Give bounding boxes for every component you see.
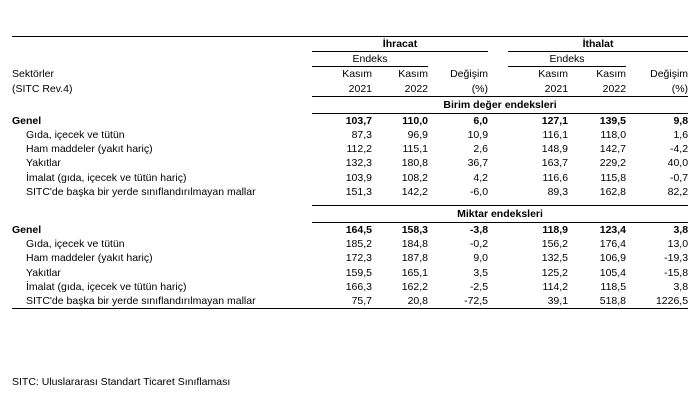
export-degisim-cell: -3,8 bbox=[469, 223, 489, 236]
import-degisim-cell: -19,3 bbox=[664, 252, 689, 265]
export-degisim-cell: 3,5 bbox=[473, 266, 489, 279]
export-degisim-cell: 36,7 bbox=[467, 157, 489, 170]
import-group-header: İthalat bbox=[508, 37, 688, 52]
export-kasim-2022-cell: 96,9 bbox=[407, 129, 428, 142]
import-kasim-2021-cell: 89,3 bbox=[547, 185, 569, 198]
import-kasim-2022-cell: 123,4 bbox=[599, 223, 627, 236]
import-degisim-cell: 1,6 bbox=[673, 129, 689, 142]
header-row-endeks bbox=[12, 52, 688, 67]
import-kasim-2021-cell: 116,1 bbox=[542, 129, 569, 142]
row-label: SITC'de başka bir yerde sınıflandırılmayan mallar bbox=[12, 294, 312, 309]
table-row bbox=[12, 128, 688, 142]
import-kasim-2021-cell: 163,7 bbox=[541, 157, 569, 170]
export-kasim-2021-cell: 103,7 bbox=[345, 114, 372, 127]
table-row bbox=[12, 171, 688, 185]
table-row bbox=[12, 156, 688, 170]
import-kasim-2022-cell: 176,4 bbox=[599, 238, 627, 251]
import-kasim-2022-header: Kasım bbox=[596, 68, 627, 81]
export-kasim-2021-cell: 164,5 bbox=[345, 223, 372, 236]
export-degisim-header: Değişim bbox=[450, 68, 489, 81]
export-kasim-2022-cell: 162,2 bbox=[401, 280, 428, 293]
export-kasim-2021-cell: 75,7 bbox=[312, 294, 372, 309]
export-year-2022: 2022 bbox=[404, 82, 428, 95]
import-kasim-2022-cell: 106,9 bbox=[599, 252, 627, 265]
import-kasim-2021-cell: 148,9 bbox=[541, 143, 569, 156]
export-degisim-cell: 6,0 bbox=[473, 114, 489, 127]
export-year-2021: 2021 bbox=[348, 82, 372, 95]
row-label: Yakıtlar bbox=[26, 157, 61, 170]
export-kasim-2022-cell: 108,2 bbox=[401, 171, 428, 184]
row-label: Yakıtlar bbox=[26, 266, 61, 279]
table-row bbox=[12, 237, 688, 251]
export-endeks-header: Endeks bbox=[312, 52, 428, 67]
row-label: Genel bbox=[12, 114, 42, 127]
import-percent-label: (%) bbox=[671, 82, 689, 95]
import-kasim-2021-cell: 116,6 bbox=[542, 171, 569, 184]
import-kasim-2022-cell: 118,0 bbox=[600, 129, 627, 142]
export-kasim-2022-cell: 110,0 bbox=[402, 114, 428, 127]
export-group-header: İhracat bbox=[312, 37, 488, 52]
table-row bbox=[12, 251, 688, 265]
export-kasim-2022-cell: 180,8 bbox=[401, 157, 428, 170]
import-kasim-2022-cell: 518,8 bbox=[568, 294, 626, 309]
export-kasim-2021-cell: 103,9 bbox=[345, 171, 372, 184]
import-kasim-2021-header: Kasım bbox=[538, 68, 569, 81]
table-row bbox=[12, 142, 688, 156]
export-degisim-cell: -6,0 bbox=[469, 185, 489, 198]
export-degisim-cell: 2,6 bbox=[473, 143, 489, 156]
import-kasim-2021-cell: 39,1 bbox=[508, 294, 568, 309]
sector-column-header: Sektörler bbox=[12, 68, 55, 81]
export-kasim-2021-cell: 132,3 bbox=[345, 157, 372, 170]
import-kasim-2022-cell: 162,8 bbox=[599, 185, 627, 198]
import-degisim-cell: 3,8 bbox=[673, 280, 689, 293]
export-kasim-2022-cell: 142,2 bbox=[401, 185, 428, 198]
export-kasim-2021-cell: 159,5 bbox=[345, 266, 372, 279]
export-kasim-2021-cell: 87,3 bbox=[351, 129, 372, 142]
footnote: SITC: Uluslararası Standart Ticaret Sınıflaması bbox=[12, 376, 231, 388]
import-degisim-cell: 3,8 bbox=[673, 223, 689, 236]
export-kasim-2021-cell: 151,3 bbox=[345, 185, 372, 198]
export-kasim-2021-cell: 166,3 bbox=[345, 280, 372, 293]
export-degisim-cell: 9,0 bbox=[473, 252, 489, 265]
export-percent-label: (%) bbox=[471, 82, 489, 95]
trade-index-table-container bbox=[12, 36, 688, 309]
export-kasim-2021-cell: 185,2 bbox=[345, 238, 372, 251]
import-kasim-2022-cell: 229,2 bbox=[599, 157, 627, 170]
row-label: İmalat (gıda, içecek ve tütün hariç) bbox=[26, 280, 187, 293]
export-degisim-cell: -2,5 bbox=[469, 280, 489, 293]
import-degisim-cell: 13,0 bbox=[667, 238, 689, 251]
section-title-row bbox=[12, 205, 688, 222]
import-year-2022: 2022 bbox=[602, 82, 627, 95]
export-degisim-cell: 4,2 bbox=[473, 171, 489, 184]
export-degisim-cell: -0,2 bbox=[469, 238, 489, 251]
import-degisim-cell: -0,7 bbox=[669, 171, 689, 184]
header-row-groups bbox=[12, 37, 688, 52]
row-label: Gıda, içecek ve tütün bbox=[26, 129, 125, 142]
import-kasim-2021-cell: 114,2 bbox=[542, 280, 569, 293]
import-kasim-2021-cell: 132,5 bbox=[541, 252, 569, 265]
sitc-rev-label: (SITC Rev.4) bbox=[12, 82, 73, 95]
import-degisim-cell: -15,8 bbox=[664, 266, 689, 279]
section-title: Birim değer endeksleri bbox=[312, 96, 688, 113]
export-kasim-2021-header: Kasım bbox=[342, 68, 372, 81]
import-kasim-2022-cell: 118,5 bbox=[600, 280, 627, 293]
import-year-2021: 2021 bbox=[544, 82, 569, 95]
import-degisim-cell: 40,0 bbox=[667, 157, 689, 170]
header-row-kasim bbox=[12, 67, 688, 82]
import-kasim-2021-cell: 127,1 bbox=[541, 114, 569, 127]
row-label: İmalat (gıda, içecek ve tütün hariç) bbox=[26, 171, 187, 184]
table-row bbox=[12, 280, 688, 294]
export-kasim-2022-cell: 20,8 bbox=[372, 294, 428, 309]
export-kasim-2022-cell: 184,8 bbox=[401, 238, 428, 251]
trade-index-table bbox=[12, 36, 688, 309]
export-degisim-cell: -72,5 bbox=[428, 294, 488, 309]
import-kasim-2022-cell: 139,5 bbox=[599, 114, 627, 127]
table-row bbox=[12, 222, 688, 237]
import-kasim-2021-cell: 118,9 bbox=[542, 223, 569, 236]
import-degisim-cell: 9,8 bbox=[673, 114, 689, 127]
row-label: SITC'de başka bir yerde sınıflandırılmayan mallar bbox=[26, 185, 256, 198]
import-kasim-2021-cell: 125,2 bbox=[541, 266, 569, 279]
export-kasim-2022-cell: 115,1 bbox=[402, 143, 428, 156]
row-label: Gıda, içecek ve tütün bbox=[26, 238, 125, 251]
export-kasim-2021-cell: 172,3 bbox=[345, 252, 372, 265]
import-kasim-2022-cell: 115,8 bbox=[600, 171, 627, 184]
import-endeks-header: Endeks bbox=[508, 52, 626, 67]
section-title: Miktar endeksleri bbox=[312, 205, 688, 222]
import-kasim-2022-cell: 142,7 bbox=[599, 143, 627, 156]
import-kasim-2022-cell: 105,4 bbox=[599, 266, 627, 279]
import-degisim-cell: 1226,5 bbox=[626, 294, 688, 309]
import-kasim-2021-cell: 156,2 bbox=[541, 238, 569, 251]
section-title-row bbox=[12, 96, 688, 113]
row-label: Genel bbox=[12, 223, 42, 236]
table-row bbox=[12, 113, 688, 128]
export-kasim-2022-cell: 187,8 bbox=[401, 252, 428, 265]
import-degisim-cell: 82,2 bbox=[667, 185, 689, 198]
export-degisim-cell: 10,9 bbox=[467, 129, 489, 142]
row-label: Ham maddeler (yakıt hariç) bbox=[26, 143, 153, 156]
table-row bbox=[12, 294, 688, 309]
row-label: Ham maddeler (yakıt hariç) bbox=[26, 252, 153, 265]
table-row bbox=[12, 185, 688, 199]
export-kasim-2022-cell: 165,1 bbox=[401, 266, 428, 279]
import-degisim-cell: -4,2 bbox=[669, 143, 689, 156]
export-kasim-2022-header: Kasım bbox=[398, 68, 428, 81]
export-kasim-2022-cell: 158,3 bbox=[401, 223, 428, 236]
header-row-years bbox=[12, 82, 688, 97]
import-degisim-header: Değişim bbox=[650, 68, 689, 81]
table-row bbox=[12, 265, 688, 279]
export-kasim-2021-cell: 112,2 bbox=[346, 143, 372, 156]
